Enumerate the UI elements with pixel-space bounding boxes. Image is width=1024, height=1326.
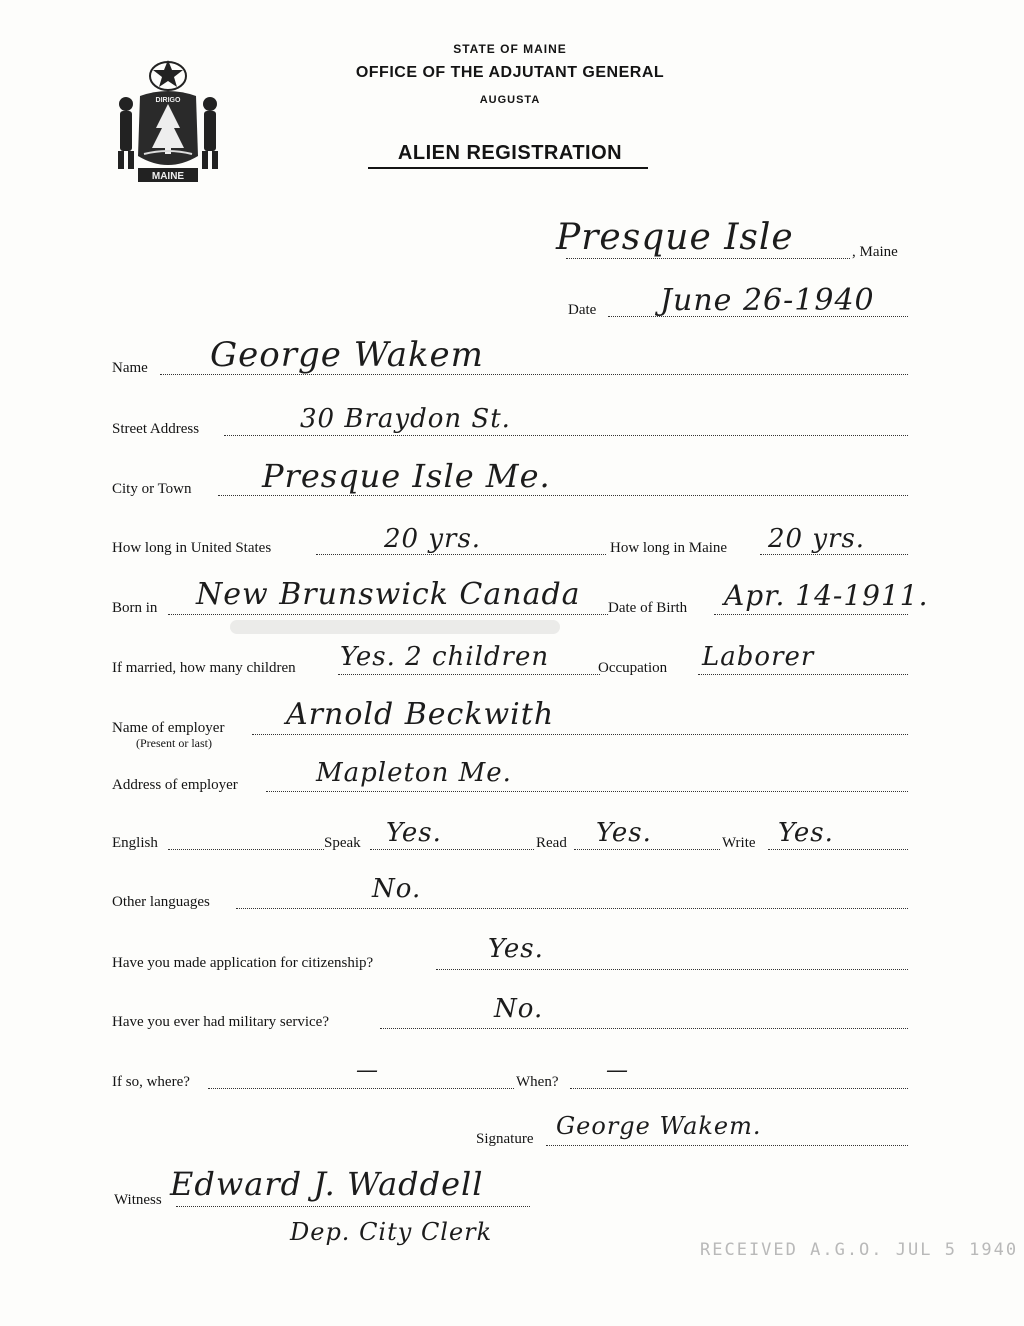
children-label: If married, how many children	[112, 660, 296, 676]
place-value: Presque Isle	[556, 217, 794, 258]
dob-value: Apr. 14-1911.	[724, 579, 929, 612]
employer-address-line	[266, 791, 908, 792]
write-line	[768, 849, 908, 850]
maine-label: How long in Maine	[610, 540, 728, 556]
city-label: City or Town	[112, 481, 192, 497]
street-value: 30 Braydon St.	[300, 404, 511, 434]
us-label: How long in United States	[112, 540, 272, 556]
born-value: New Brunswick Canada	[196, 577, 581, 612]
occupation-label: Occupation	[598, 660, 668, 676]
date-label: Date	[568, 302, 597, 318]
city-value: Presque Isle Me.	[262, 457, 551, 495]
where-line	[208, 1088, 514, 1089]
employer-address-value: Mapleton Me.	[316, 758, 512, 788]
seal-motto: DIRIGO	[155, 97, 181, 104]
header-state: STATE OF MAINE	[453, 42, 567, 56]
name-label: Name	[112, 360, 148, 376]
city-line	[218, 495, 908, 496]
military-line	[380, 1028, 908, 1029]
speak-line	[370, 849, 534, 850]
citizenship-value: Yes.	[488, 934, 544, 964]
maine-line	[760, 554, 908, 555]
read-label: Read	[536, 835, 567, 851]
name-value: George Wakem	[210, 335, 484, 375]
erasure-mark	[230, 620, 560, 634]
military-label: Have you ever had military service?	[112, 1014, 329, 1030]
signature-label: Signature	[476, 1131, 534, 1147]
employer-sublabel: (Present or last)	[136, 736, 212, 750]
english-label: English	[112, 835, 158, 851]
citizenship-label: Have you made application for citizenship?	[112, 955, 374, 971]
when-value: —	[606, 1058, 629, 1083]
occupation-line	[698, 674, 908, 675]
born-label: Born in	[112, 600, 158, 616]
title-underline	[368, 167, 648, 169]
place-line	[566, 258, 850, 259]
english-line	[168, 849, 324, 850]
us-value: 20 yrs.	[384, 524, 482, 554]
date-value: June 26-1940	[660, 283, 875, 318]
employer-address-label: Address of employer	[112, 777, 238, 793]
children-line	[338, 674, 600, 675]
when-label: When?	[516, 1074, 559, 1090]
where-label: If so, where?	[112, 1074, 190, 1090]
place-suffix: , Maine	[852, 244, 898, 260]
signature-value: George Wakem.	[556, 1112, 762, 1140]
dob-label: Date of Birth	[608, 600, 688, 616]
witness-line	[176, 1206, 530, 1207]
received-stamp: RECEIVED A.G.O. JUL 5 1940	[700, 1240, 1019, 1260]
witness-title: Dep. City Clerk	[290, 1218, 493, 1246]
children-value: Yes. 2 children	[340, 642, 550, 672]
other-languages-value: No.	[372, 874, 422, 904]
write-label: Write	[722, 835, 756, 851]
employer-value: Arnold Beckwith	[286, 697, 555, 732]
where-value: —	[356, 1058, 379, 1083]
read-value: Yes.	[596, 818, 652, 848]
employer-label: Name of employer	[112, 720, 225, 736]
write-value: Yes.	[778, 818, 834, 848]
citizenship-line	[436, 969, 908, 970]
speak-value: Yes.	[386, 818, 442, 848]
street-label: Street Address	[112, 421, 200, 437]
witness-label: Witness	[114, 1192, 162, 1208]
born-line	[168, 614, 608, 615]
dob-line	[714, 614, 908, 615]
maine-value: 20 yrs.	[768, 524, 866, 554]
other-languages-line	[236, 908, 908, 909]
form-title: ALIEN REGISTRATION	[397, 142, 623, 164]
header-city: AUGUSTA	[479, 94, 541, 106]
street-line	[224, 435, 908, 436]
maine-state-seal	[108, 56, 228, 186]
header-office: OFFICE OF THE ADJUTANT GENERAL	[355, 64, 665, 81]
witness-value: Edward J. Waddell	[170, 1165, 484, 1203]
military-value: No.	[494, 994, 544, 1024]
read-line	[574, 849, 720, 850]
seal-text: MAINE	[151, 171, 185, 182]
employer-line	[252, 734, 908, 735]
occupation-value: Laborer	[702, 642, 815, 672]
speak-label: Speak	[324, 835, 361, 851]
other-languages-label: Other languages	[112, 894, 210, 910]
when-line	[570, 1088, 908, 1089]
us-line	[316, 554, 606, 555]
signature-line	[546, 1145, 908, 1146]
